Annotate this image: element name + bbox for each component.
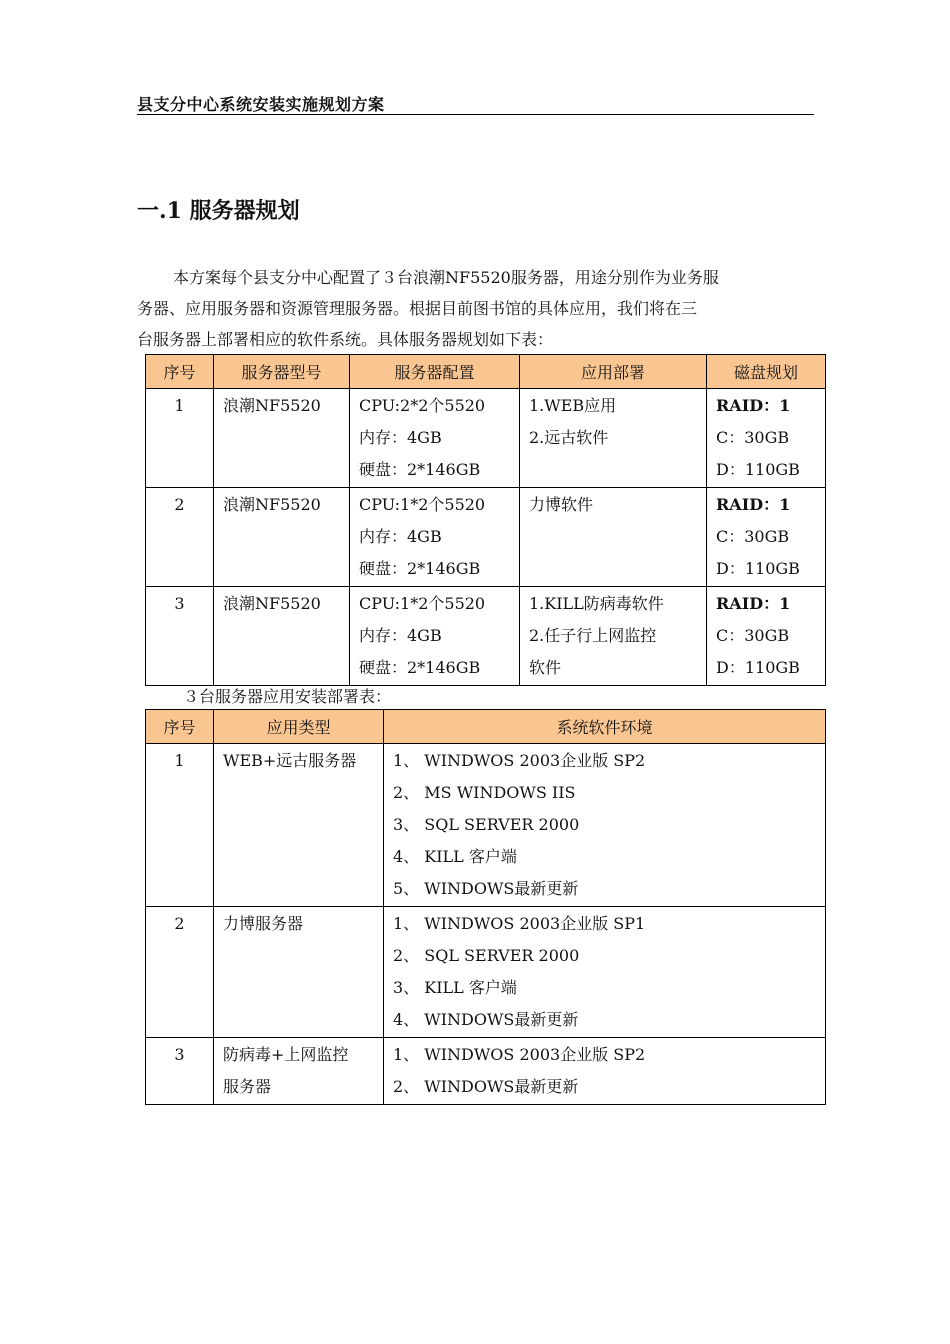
cell-env (384, 744, 826, 907)
intro-line-1: 本方案每个县支分中心配置了３台浪潮NF5520服务器，用途分别作为业务服 (173, 268, 719, 287)
env-item: 3、 SQL SERVER 2000 (393, 815, 580, 834)
cell-no: 1 (146, 389, 214, 488)
column-header-model: 服务器型号 (214, 355, 350, 389)
cell-disk (707, 587, 826, 686)
deploy-item: 软件 (529, 658, 562, 677)
config-disk: 硬盘：2*146GB (359, 559, 481, 578)
cell-deploy (520, 389, 707, 488)
table-row (146, 389, 826, 488)
table-row (146, 1038, 826, 1105)
env-item: 5、 WINDOWS最新更新 (393, 879, 579, 898)
cell-disk (707, 389, 826, 488)
column-header-type: 应用类型 (214, 710, 384, 744)
cell-type (214, 744, 384, 907)
cell-no: 1 (146, 744, 214, 907)
cell-disk (707, 488, 826, 587)
column-header-no: 序号 (146, 710, 214, 744)
cell-env (384, 907, 826, 1038)
disk-raid: RAID：1 (716, 396, 791, 415)
env-item: 1、 WINDWOS 2003企业版 SP1 (393, 914, 646, 933)
config-cpu: CPU:2*2个5520 (359, 396, 486, 415)
cell-config (350, 488, 520, 587)
config-memory: 内存：4GB (359, 527, 442, 546)
column-header-deploy: 应用部署 (520, 355, 707, 389)
intro-paragraph (137, 262, 827, 355)
cell-model: 浪潮NF5520 (214, 587, 350, 686)
type-line: 防病毒+上网监控 (223, 1045, 349, 1064)
header-rule (137, 114, 814, 115)
cell-model: 浪潮NF5520 (214, 488, 350, 587)
section-heading: 一.1 服务器规划 (137, 198, 300, 224)
config-cpu: CPU:1*2个5520 (359, 594, 486, 613)
cell-no: 2 (146, 907, 214, 1038)
env-item: 1、 WINDWOS 2003企业版 SP2 (393, 1045, 646, 1064)
cell-deploy (520, 488, 707, 587)
app-deploy-table (145, 709, 826, 1105)
table-row (146, 744, 826, 907)
type-line: 服务器 (223, 1077, 272, 1096)
cell-config (350, 587, 520, 686)
column-header-config: 服务器配置 (350, 355, 520, 389)
table-caption: ３台服务器应用安装部署表： (183, 687, 392, 706)
deploy-item: 力博软件 (529, 495, 594, 514)
table-row (146, 488, 826, 587)
deploy-item: 1.KILL防病毒软件 (529, 594, 664, 613)
disk-c: C：30GB (716, 626, 790, 645)
document-header-title: 县支分中心系统安装实施规划方案 (137, 95, 385, 114)
config-cpu: CPU:1*2个5520 (359, 495, 486, 514)
env-item: 1、 WINDWOS 2003企业版 SP2 (393, 751, 646, 770)
cell-model: 浪潮NF5520 (214, 389, 350, 488)
disk-c: C：30GB (716, 428, 790, 447)
disk-raid: RAID：1 (716, 495, 791, 514)
disk-d: D：110GB (716, 460, 800, 479)
cell-config (350, 389, 520, 488)
config-memory: 内存：4GB (359, 626, 442, 645)
cell-no: 2 (146, 488, 214, 587)
column-header-env: 系统软件环境 (384, 710, 826, 744)
column-header-no: 序号 (146, 355, 214, 389)
type-line: WEB+远古服务器 (223, 751, 357, 770)
column-header-disk: 磁盘规划 (707, 355, 826, 389)
deploy-item: 2.远古软件 (529, 428, 609, 447)
disk-raid: RAID：1 (716, 594, 791, 613)
cell-env (384, 1038, 826, 1105)
deploy-item: 1.WEB应用 (529, 396, 617, 415)
intro-line-2: 务器、应用服务器和资源管理服务器。根据目前图书馆的具体应用，我们将在三 (137, 299, 698, 318)
env-item: 2、 SQL SERVER 2000 (393, 946, 580, 965)
config-disk: 硬盘：2*146GB (359, 658, 481, 677)
config-memory: 内存：4GB (359, 428, 442, 447)
config-disk: 硬盘：2*146GB (359, 460, 481, 479)
env-item: 4、 WINDOWS最新更新 (393, 1010, 579, 1029)
disk-d: D：110GB (716, 658, 800, 677)
server-plan-table (145, 354, 826, 686)
intro-line-3: 台服务器上部署相应的软件系统。具体服务器规划如下表： (137, 330, 554, 349)
table-header-row (146, 710, 826, 744)
table-row (146, 587, 826, 686)
cell-type (214, 1038, 384, 1105)
cell-deploy (520, 587, 707, 686)
cell-type (214, 907, 384, 1038)
cell-no: 3 (146, 1038, 214, 1105)
table-header-row (146, 355, 826, 389)
cell-no: 3 (146, 587, 214, 686)
disk-c: C：30GB (716, 527, 790, 546)
table-row (146, 907, 826, 1038)
disk-d: D：110GB (716, 559, 800, 578)
env-item: 2、 MS WINDOWS IIS (393, 783, 576, 802)
deploy-item: 2.任子行上网监控 (529, 626, 657, 645)
env-item: 3、 KILL 客户端 (393, 978, 517, 997)
env-item: 2、 WINDOWS最新更新 (393, 1077, 579, 1096)
env-item: 4、 KILL 客户端 (393, 847, 517, 866)
type-line: 力博服务器 (223, 914, 304, 933)
